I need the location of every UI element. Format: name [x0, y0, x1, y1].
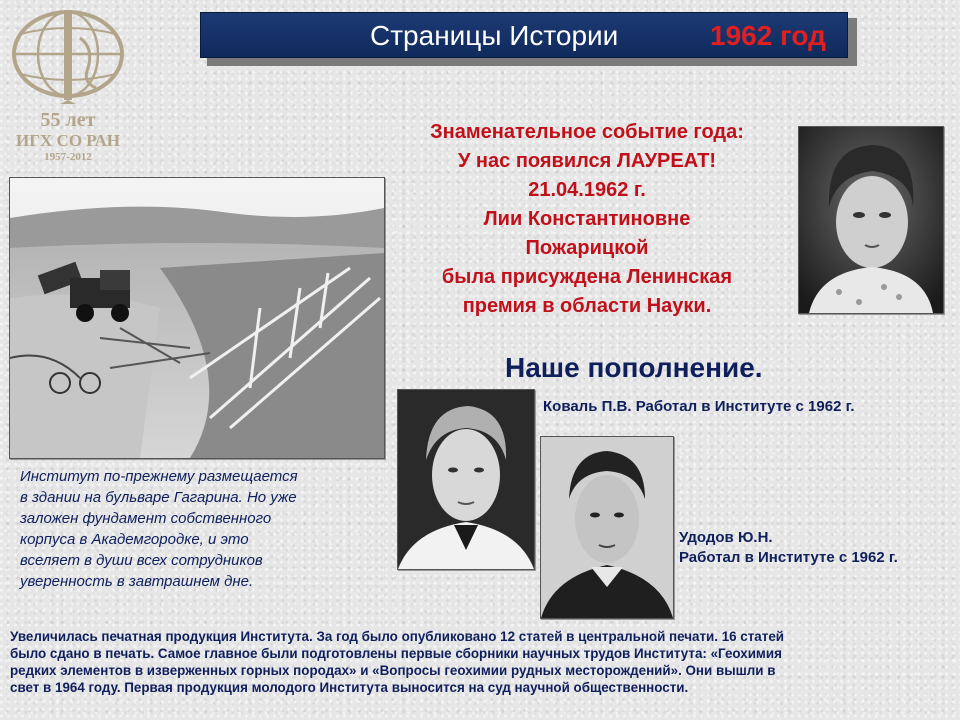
laureate-announcement	[382, 118, 792, 321]
institute-note-line: корпуса в Академгородке, и это	[20, 531, 249, 548]
laureate-line: премия в области Науки.	[462, 295, 712, 317]
publications-line: было сдано в печать. Самое главное были подготовлены первые сборники научных трудов Института: «Геохимия	[10, 646, 782, 661]
institute-note-line: в здании на бульваре Гагарина. Но уже	[20, 489, 297, 506]
udodov-caption	[679, 528, 898, 568]
globe-emblem-icon	[10, 8, 126, 106]
laureate-line: Знаменательное событие года:	[430, 121, 744, 143]
udodov-portrait-photo	[540, 436, 674, 619]
laureate-line: У нас появился ЛАУРЕАТ!	[457, 150, 717, 172]
laureate-line: Пожарицкой	[525, 237, 649, 259]
laureate-line: была присуждена Ленинская	[441, 266, 733, 288]
anniversary-years: 1957-2012	[44, 151, 92, 163]
institute-note-line: вселяет в души всех сотрудников	[20, 552, 263, 569]
anniversary-label: 55 лет	[40, 109, 96, 131]
institute-abbrev: ИГХ СО РАН	[15, 131, 121, 150]
institute-note-line: уверенность в завтрашнем дне.	[20, 573, 254, 590]
udodov-detail: Работал в Институте с 1962 г.	[679, 549, 898, 566]
laureate-line: Лии Константиновне	[483, 208, 691, 230]
laureate-portrait-photo	[798, 126, 944, 314]
institute-logo	[8, 8, 128, 168]
publications-line: редких элементов в изверженных горных породах» и «Вопросы геохимии рудных месторождений». Они вышли в	[10, 663, 776, 678]
laureate-line: 21.04.1962 г.	[528, 179, 646, 201]
construction-site-photo	[9, 177, 385, 459]
publications-line: свет в 1964 году. Первая продукция молодого Института выносится на суд научной общественности.	[10, 680, 689, 695]
publications-line: Увеличилась печатная продукция Института. За год было опубликовано 12 статей в центральной печати. 16 статей	[10, 629, 784, 644]
page-year: 1962 год	[710, 20, 826, 51]
institute-note-line: заложен фундамент собственного	[20, 510, 272, 527]
udodov-name: Удодов Ю.Н.	[679, 529, 773, 546]
koval-portrait-photo	[397, 389, 535, 570]
institute-note	[20, 466, 380, 592]
publications-paragraph	[10, 628, 955, 696]
page-title: Страницы Истории	[370, 20, 619, 51]
new-staff-heading: Наше пополнение.	[505, 352, 763, 383]
institute-note-line: Институт по-прежнему размещается	[20, 468, 298, 485]
koval-caption: Коваль П.В. Работал в Институте с 1962 г.	[543, 398, 855, 415]
